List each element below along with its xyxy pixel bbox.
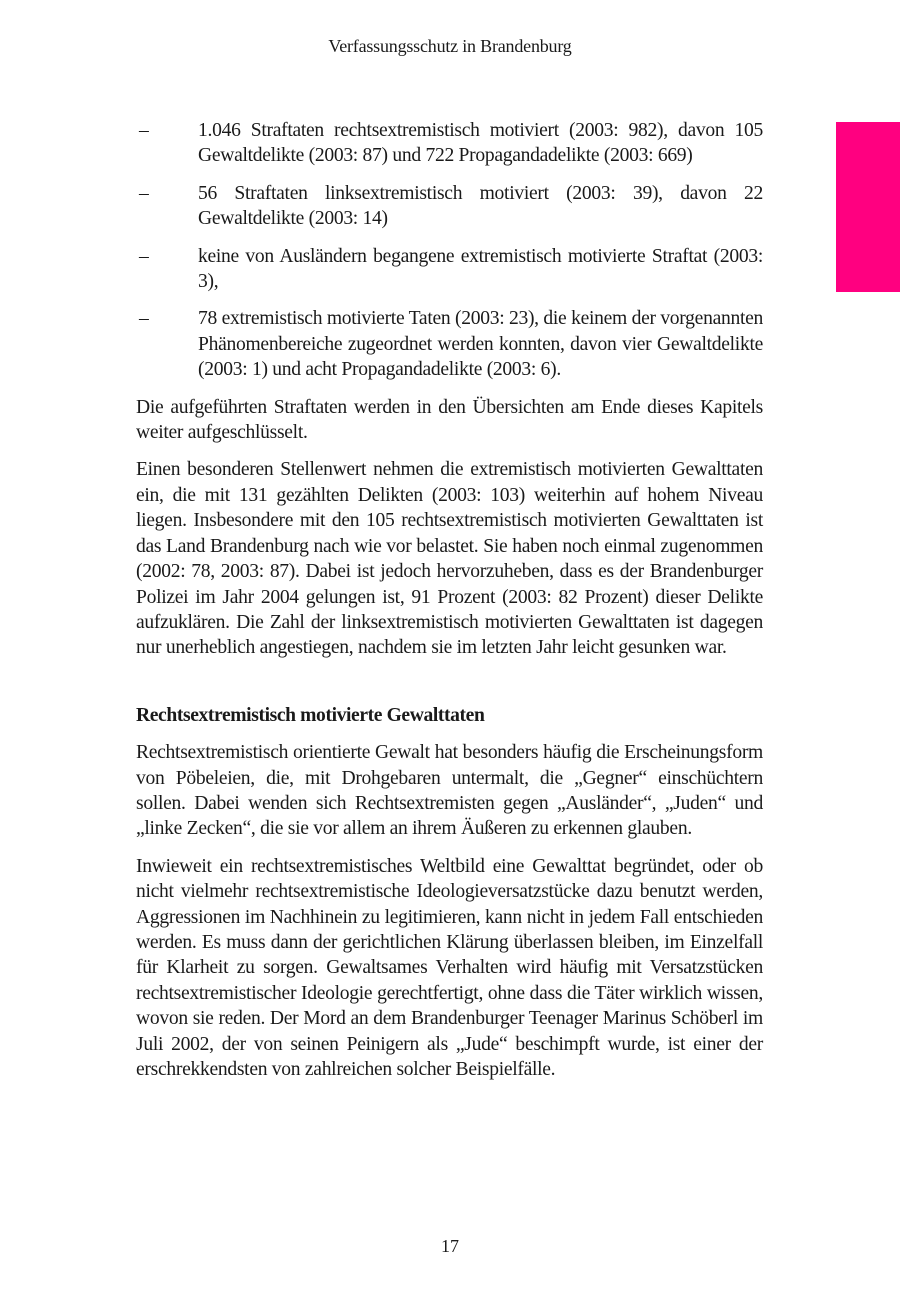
dash-bullet-icon: – bbox=[139, 308, 149, 330]
dash-bullet-icon: – bbox=[139, 245, 149, 267]
list-item-text: 56 Straftaten linksextremistisch motiviert (2003: 39), davon 22 Gewaltdelikte (2003: 14) bbox=[198, 182, 763, 230]
running-header: Verfassungsschutz in Brandenburg bbox=[328, 36, 572, 56]
dash-bullet-icon: – bbox=[139, 182, 149, 204]
body-paragraph: Die aufgeführten Straftaten werden in den Übersichten am Ende dieses Kapitels weiter aufgeschlüsselt. bbox=[136, 396, 763, 444]
list-item bbox=[136, 118, 763, 169]
list-item-text: keine von Ausländern begangene extremistisch motivierte Straftat (2003: 3), bbox=[198, 245, 763, 293]
dash-bullet-icon: – bbox=[139, 120, 149, 141]
page-content bbox=[136, 118, 763, 1094]
section-heading: Rechtsextremistisch motivierte Gewalttaten bbox=[136, 704, 485, 726]
list-item-text: 1.046 Straftaten rechtsextremistisch motiviert (2003: 982), davon 105 Gewaltdelikte (2003: 87) und 722 Propagandadelikte (2003: 669) bbox=[198, 120, 763, 167]
page-number: 17 bbox=[441, 1236, 459, 1256]
body-paragraph: Inwieweit ein rechtsextremistisches Weltbild eine Gewalttat begründet, oder ob nicht vielmehr rechtsextremistische Ideologieversatzstücke dazu benutzt werden, Aggressionen im Nachhinein zu legitimieren, kann nicht in jedem Fall entschieden werden. Es muss dann der gerichtlichen Klärung überlassen bleiben, im Einzelfall für Klarheit zu sorgen. Gewaltsames Verhalten wird häufig mit Versatzstücken rechtsextremistischer Ideologie gerechtfertigt, ohne dass die Täter wirklich wissen, wovon sie reden. Der Mord an dem Brandenburger Teenager Marinus Schöberl im Juli 2002, der von seinen Peinigern als „Jude“ beschimpft wurde, ist einer der erschrekkendsten von zahlreichen solcher Beispielfälle. bbox=[136, 855, 763, 1080]
statistics-list bbox=[136, 118, 763, 383]
body-paragraph: Einen besonderen Stellenwert nehmen die extremistisch motivierten Gewalttaten ein, die mit 131 gezählten Delikten (2003: 103) weiterhin auf hohem Niveau liegen. Insbesondere mit den 105 rechtsextremistisch motivierten Gewalttaten ist das Land Brandenburg nach wie vor belastet. Sie haben noch einmal zugenommen (2002: 78, 2003: 87). Dabei ist jedoch hervorzuheben, dass es der Brandenburger Polizei im Jahr 2004 gelungen ist, 91 Prozent (2003: 82 Prozent) dieser Delikte aufzuklären. Die Zahl der linksextremistisch motivierten Gewalttaten ist dagegen nur unerheblich angestiegen, nachdem sie im letzten Jahr leicht gesunken war. bbox=[136, 459, 763, 659]
chapter-tab-marker bbox=[836, 122, 900, 292]
list-item bbox=[136, 244, 763, 295]
body-paragraph: Rechtsextremistisch orientierte Gewalt hat besonders häufig die Erscheinungsform von Pöbeleien, die, mit Drohgebaren untermalt, die „Gegner“ einschüchtern sollen. Dabei wenden sich Rechtsextremisten gegen „Ausländer“, „Juden“ und „linke Zecken“, die sie vor allem an ihrem Äußeren zu erkennen glauben. bbox=[136, 742, 763, 840]
list-item-text: 78 extremistisch motivierte Taten (2003: 23), die keinem der vorgenannten Phänomenbereiche zugeordnet werden konnten, davon vier Gewaltdelikte (2003: 1) und acht Propagandadelikte (2003: 6). bbox=[198, 308, 763, 381]
list-item bbox=[136, 181, 763, 232]
list-item bbox=[136, 306, 763, 382]
